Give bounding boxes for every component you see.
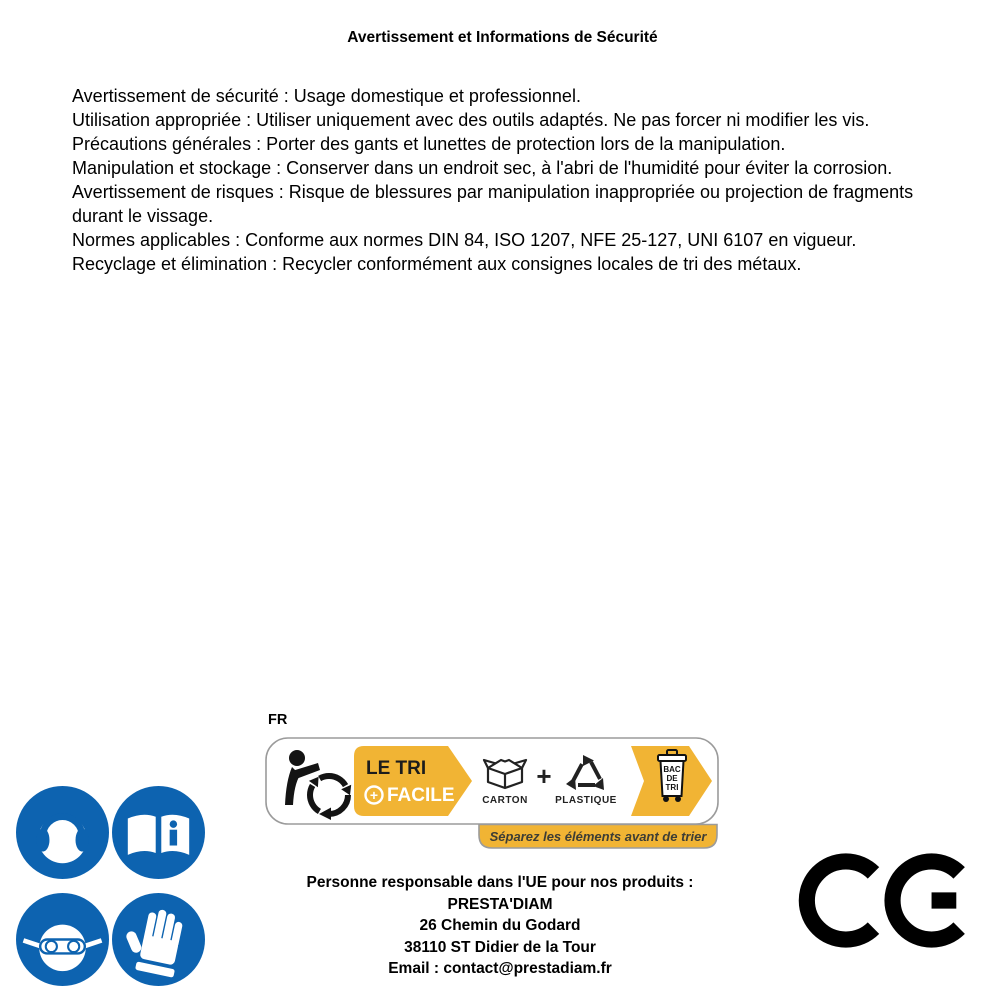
responsible-person-block [263,872,737,980]
safety-warnings-block [72,84,932,276]
triman-recycling-banner [265,737,720,855]
warning-line: Utilisation appropriée : Utiliser uniquement avec des outils adaptés. Ne pas forcer ni modifier les vis. [72,110,870,130]
plastique-label: PLASTIQUE [555,795,617,806]
carton-label: CARTON [482,795,528,806]
tri-facile-line1: LE TRI [366,758,427,779]
wear-gloves-icon [112,893,205,986]
tri-facile-plus: + [369,787,379,803]
warning-line: Avertissement de sécurité : Usage domestique et professionnel. [72,86,581,106]
bin-label-line2: DE [666,774,678,783]
read-manual-icon [112,786,205,879]
warning-line: Précautions générales : Porter des gants et lunettes de protection lors de la manipulation. [72,134,786,154]
warning-line: Manipulation et stockage : Conserver dans un endroit sec, à l'abri de l'humidité pour éviter la corrosion. [72,158,893,178]
email-line: Email : contact@prestadiam.fr [388,960,612,977]
mandatory-safety-icons [16,786,205,986]
wear-eye-protection-icon [16,893,109,986]
sorting-bin-icon [658,750,686,802]
ce-marking-logo [798,851,968,950]
warning-line: Recyclage et élimination : Recycler conformément aux consignes locales de tri des métaux. [72,254,802,274]
warning-line: Avertissement de risques : Risque de blessures par manipulation inappropriée ou projection de fragments durant le vissage. [72,182,914,226]
address-line1: 26 Chemin du Godard [419,917,581,934]
address-line2: 38110 ST Didier de la Tour [404,938,596,956]
fr-country-label: FR [268,712,288,728]
responsible-intro: Personne responsable dans l'UE pour nos produits : [306,874,694,891]
tri-tagline: Séparez les éléments avant de trier [489,829,707,844]
tri-facile-line2: FACILE [387,785,455,806]
bin-label-line1: BAC [663,765,681,774]
page-title: Avertissement et Informations de Sécurité [347,29,658,46]
warning-line: Normes applicables : Conforme aux normes DIN 84, ISO 1207, NFE 25-127, UNI 6107 en vigueur. [72,230,857,250]
bin-label-line3: TRI [665,783,679,792]
company-name: PRESTA'DIAM [447,895,553,913]
wear-ear-protection-icon [16,786,109,879]
plus-separator: + [536,761,552,791]
